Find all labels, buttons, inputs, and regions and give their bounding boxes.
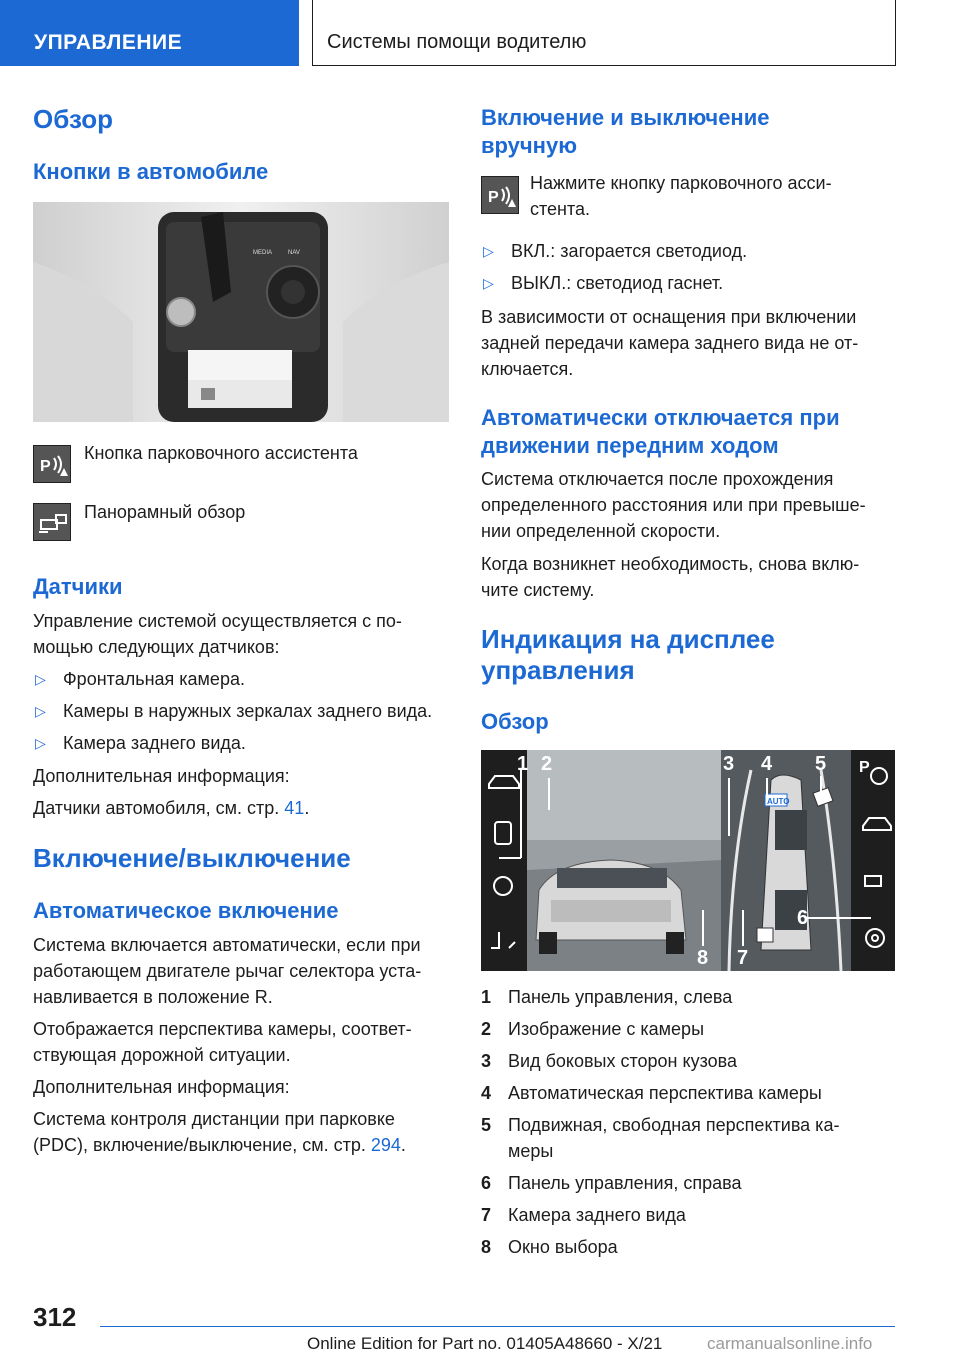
page-number: 312 [33, 1302, 77, 1332]
panorama-view-label: Панорамный обзор [84, 502, 246, 522]
auto-p1-line2: работающем двигателе рычаг селектора уста‐ [33, 961, 422, 981]
watermark: carmanualsonline.info [707, 1334, 873, 1353]
triangle-bullet-icon: ▷ [35, 671, 46, 687]
page-link-294[interactable]: 294 [370, 1135, 401, 1155]
svg-text:5: 5 [815, 753, 827, 775]
sensors-reference: Датчики автомобиля, см. стр. 41. [33, 798, 310, 818]
svg-text:8: 8 [697, 947, 709, 969]
triangle-bullet-icon: ▷ [483, 275, 494, 291]
svg-text:4: 4 [761, 753, 773, 775]
heading-autooff-l1: Автоматически отключается при [481, 405, 840, 430]
svg-text:2: 2 [541, 753, 553, 775]
svg-text:3: 3 [723, 753, 735, 775]
auto-p1-line1: Система включается автоматически, если при [33, 935, 421, 955]
parking-assistant-icon [33, 445, 71, 483]
title-display-l1: Индикация на дисплее [481, 624, 775, 654]
svg-text:7: 7 [737, 947, 749, 969]
sensor-bullet: ▷ Камера заднего вида. [33, 730, 246, 756]
autooff-p2-line1: Когда возникнет необходимость, снова вклю‐ [481, 554, 860, 574]
panorama-view-icon [33, 503, 71, 541]
svg-text:P: P [859, 759, 870, 776]
auto-p2-line2: ствующая дорожной ситуации. [33, 1045, 291, 1065]
parking-assistant-icon [481, 176, 519, 214]
title-onoff: Включение/выключение [33, 843, 351, 873]
sensors-text-line2: мощью следующих датчиков: [33, 637, 280, 657]
section-tab: УПРАВЛЕНИЕ [0, 0, 299, 66]
heading-manual-l2: вручную [481, 133, 577, 158]
manual-p-line3: ключается. [481, 359, 574, 379]
svg-text:MEDIA: MEDIA [253, 250, 273, 256]
auto-ref-line2: (PDC), включение/выключение, см. стр. 294. [33, 1135, 406, 1155]
legend-item-continuation: меры [508, 1141, 554, 1161]
page-link-41[interactable]: 41 [284, 798, 305, 818]
svg-text:AUTO: AUTO [767, 797, 790, 806]
parking-assistant-label: Кнопка парковочного ассистента [84, 443, 358, 463]
manual-bullet: ▷ ВЫКЛ.: светодиод гаснет. [481, 270, 723, 296]
sensors-text-line1: Управление системой осуществляется с по‐ [33, 611, 402, 631]
heading-manual-l1: Включение и выключение [481, 105, 770, 130]
svg-text:P: P [488, 189, 499, 206]
heading-overview: Обзор [481, 709, 549, 734]
triangle-bullet-icon: ▷ [35, 703, 46, 719]
auto-p2-line1: Отображается перспектива камеры, соответ‐ [33, 1019, 412, 1039]
autooff-p1-line1: Система отключается после прохождения [481, 469, 834, 489]
auto-ref-line1: Система контроля дистанции при парковке [33, 1109, 395, 1129]
manual-p-line2: задней передачи камера заднего вида не от‐ [481, 333, 859, 353]
heading-autooff-l2: движении передним ходом [481, 433, 779, 458]
triangle-bullet-icon: ▷ [483, 243, 494, 259]
manual-icon-text-l1: Нажмите кнопку парковочного асси‐ [530, 173, 832, 193]
page-header [0, 0, 960, 66]
chapter-title: Системы помощи водителю [312, 0, 896, 66]
heading-auto-on: Автоматическое включение [33, 898, 339, 923]
console-photo [33, 202, 449, 422]
title-display-l2: управления [481, 655, 635, 685]
manual-icon-text-l2: стента. [530, 199, 591, 219]
heading-sensors: Датчики [33, 574, 123, 599]
autooff-p1-line3: нии определенной скорости. [481, 521, 721, 541]
auto-p1-line3: навливается в положение R. [33, 987, 273, 1007]
manual-bullet: ▷ ВКЛ.: загорается светодиод. [481, 238, 747, 264]
svg-text:NAV: NAV [288, 250, 300, 256]
title-overview: Обзор [33, 104, 113, 134]
heading-buttons: Кнопки в автомобиле [33, 159, 269, 184]
sensor-bullet: ▷ Фронтальная камера. [33, 666, 245, 692]
triangle-bullet-icon: ▷ [35, 735, 46, 751]
control-display-illustration [481, 750, 895, 971]
svg-text:6: 6 [797, 907, 809, 929]
svg-text:1: 1 [517, 753, 529, 775]
autooff-p1-line2: определенного расстояния или при превыше‐ [481, 495, 866, 515]
svg-text:P: P [40, 458, 51, 475]
sensors-more-info: Дополнительная информация: [33, 766, 290, 786]
footer-edition: Online Edition for Part no. 01405A48660 - X/21 [307, 1334, 663, 1353]
manual-p-line1: В зависимости от оснащения при включении [481, 307, 857, 327]
autooff-p2-line2: чите систему. [481, 580, 595, 600]
footer-divider [100, 1326, 895, 1327]
sensor-bullet: ▷ Камеры в наружных зеркалах заднего вида. [33, 698, 432, 724]
auto-more-info: Дополнительная информация: [33, 1077, 290, 1097]
